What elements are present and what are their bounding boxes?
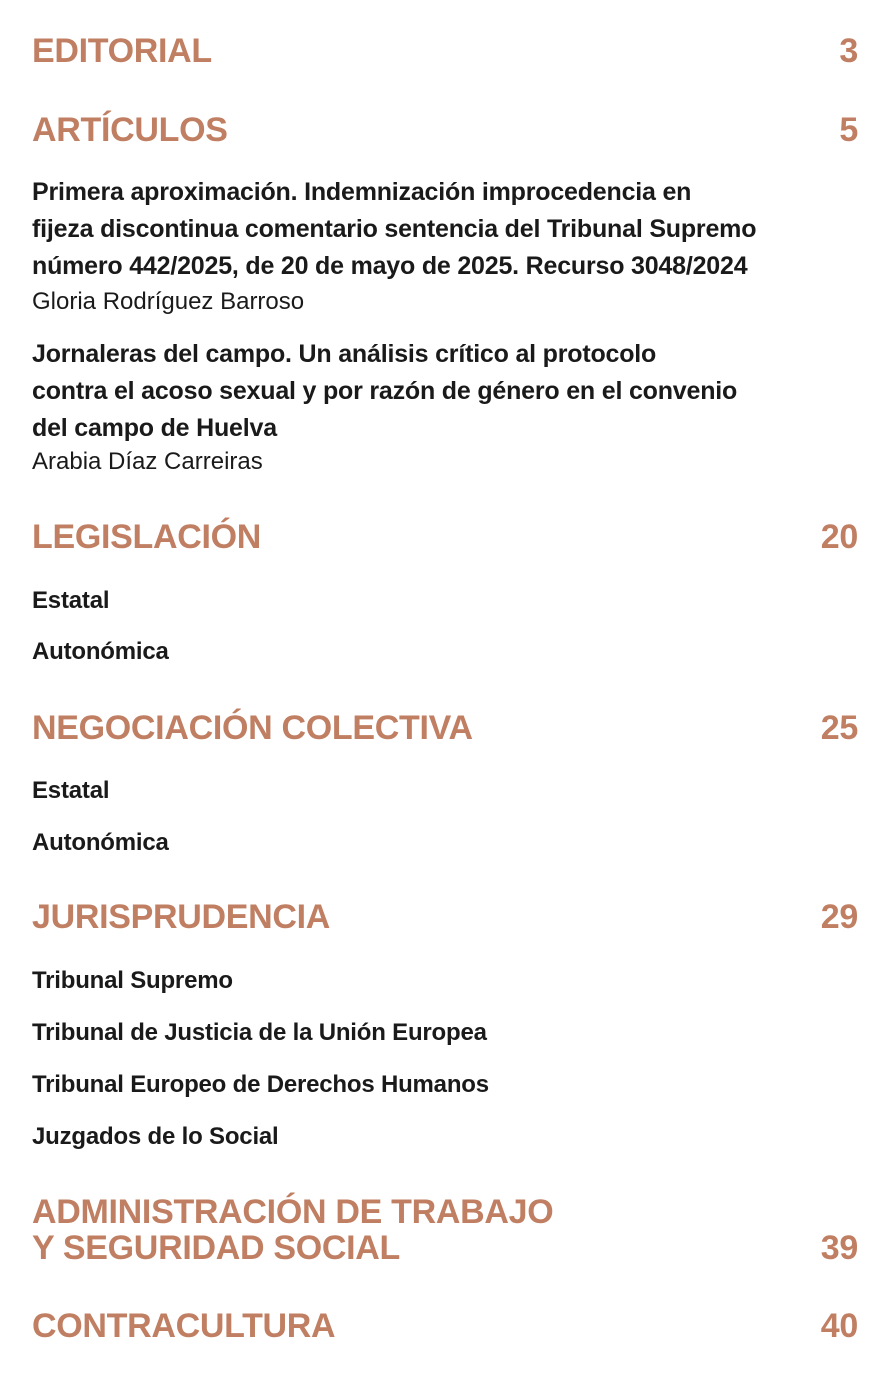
article-title-line: Primera aproximación. Indemnización improcedencia en (32, 178, 692, 206)
section-page-legislacion[interactable]: 20 (820, 518, 858, 556)
article-author-2: Arabia Díaz Carreiras (32, 448, 263, 475)
article-title-line: contra el acoso sexual y por razón de género en el convenio (32, 377, 738, 405)
article-title-1[interactable] (32, 174, 862, 285)
jurisprudencia-item-supremo[interactable]: Tribunal Supremo (32, 967, 233, 994)
article-title-line: Jornaleras del campo. Un análisis crítico al protocolo (32, 340, 657, 368)
article-title-line: fijeza discontinua comentario sentencia del Tribunal Supremo (32, 215, 757, 243)
section-title-negociacion[interactable]: NEGOCIACIÓN COLECTIVA (32, 709, 473, 747)
jurisprudencia-item-tjue[interactable]: Tribunal de Justicia de la Unión Europea (32, 1019, 487, 1046)
article-title-line: número 442/2025, de 20 de mayo de 2025. Recurso 3048/2024 (32, 252, 748, 280)
section-title-legislacion[interactable]: LEGISLACIÓN (32, 518, 262, 556)
legislacion-item-autonomica[interactable]: Autonómica (32, 638, 169, 665)
section-title-contracultura[interactable]: CONTRACULTURA (32, 1307, 336, 1345)
negociacion-item-autonomica[interactable]: Autonómica (32, 829, 169, 856)
section-page-negociacion[interactable]: 25 (820, 709, 858, 747)
jurisprudencia-item-tedh[interactable]: Tribunal Europeo de Derechos Humanos (32, 1071, 489, 1098)
section-title-administracion-line1[interactable]: ADMINISTRACIÓN DE TRABAJO (32, 1193, 554, 1231)
section-page-administracion[interactable]: 39 (820, 1229, 858, 1267)
legislacion-item-estatal[interactable]: Estatal (32, 587, 110, 614)
section-title-articulos[interactable]: ARTÍCULOS (32, 111, 228, 149)
section-page-editorial[interactable]: 3 (839, 32, 858, 70)
section-title-editorial[interactable]: EDITORIAL (32, 32, 212, 70)
article-title-line: del campo de Huelva (32, 414, 277, 442)
section-title-jurisprudencia[interactable]: JURISPRUDENCIA (32, 898, 331, 936)
jurisprudencia-item-juzgados[interactable]: Juzgados de lo Social (32, 1123, 279, 1150)
section-page-articulos[interactable]: 5 (839, 111, 858, 149)
section-page-contracultura[interactable]: 40 (820, 1307, 858, 1345)
section-page-jurisprudencia[interactable]: 29 (820, 898, 858, 936)
section-title-administracion-line2[interactable]: Y SEGURIDAD SOCIAL (32, 1229, 401, 1267)
article-author-1: Gloria Rodríguez Barroso (32, 288, 305, 315)
article-title-2[interactable] (32, 336, 862, 447)
negociacion-item-estatal[interactable]: Estatal (32, 777, 110, 804)
